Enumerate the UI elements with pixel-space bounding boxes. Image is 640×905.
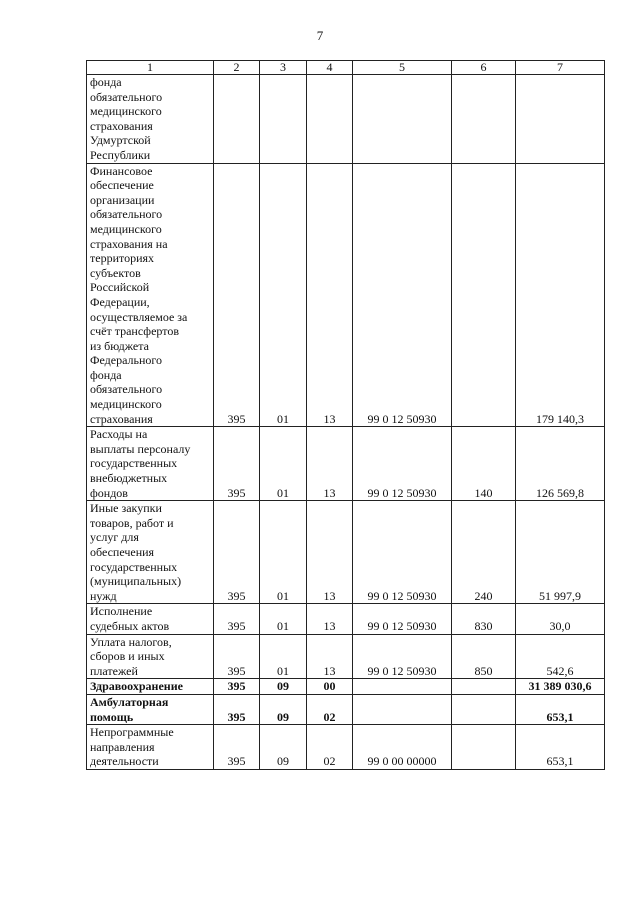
target-article-cell: 99 0 12 50930 xyxy=(353,163,452,427)
target-article-cell: 99 0 12 50930 xyxy=(353,634,452,679)
amount-cell: 51 997,9 xyxy=(516,501,605,604)
subsection-code-cell: 13 xyxy=(307,163,353,427)
section-code-cell: 01 xyxy=(260,634,307,679)
table-row xyxy=(87,725,605,770)
ministry-code-cell: 395 xyxy=(214,679,260,695)
subsection-code-cell: 02 xyxy=(307,725,353,770)
column-header: 3 xyxy=(260,61,307,75)
target-article-cell xyxy=(353,694,452,724)
subsection-code-cell xyxy=(307,75,353,164)
ministry-code-cell: 395 xyxy=(214,501,260,604)
amount-cell: 179 140,3 xyxy=(516,163,605,427)
row-name-cell: Финансовое обеспечение организации обязательного медицинского страхования на территориях субъектов Российской Федерации, осуществляемое за счёт трансфертов из бюджета Федерального фонда обязательного медицинского страхования xyxy=(87,163,214,427)
section-code-cell: 09 xyxy=(260,725,307,770)
row-name-cell: Непрограммные направления деятельности xyxy=(87,725,214,770)
section-code-cell xyxy=(260,75,307,164)
ministry-code-cell xyxy=(214,75,260,164)
target-article-cell: 99 0 12 50930 xyxy=(353,501,452,604)
row-name-cell: Расходы на выплаты персоналу государственных внебюджетных фондов xyxy=(87,427,214,501)
table-row xyxy=(87,634,605,679)
column-header: 5 xyxy=(353,61,452,75)
amount-cell: 126 569,8 xyxy=(516,427,605,501)
amount-cell: 31 389 030,6 xyxy=(516,679,605,695)
target-article-cell: 99 0 12 50930 xyxy=(353,427,452,501)
target-article-cell: 99 0 12 50930 xyxy=(353,604,452,634)
ministry-code-cell: 395 xyxy=(214,163,260,427)
row-name-cell: Амбулаторная помощь xyxy=(87,694,214,724)
expense-type-cell xyxy=(452,75,516,164)
amount-cell: 30,0 xyxy=(516,604,605,634)
ministry-code-cell: 395 xyxy=(214,694,260,724)
section-code-cell: 09 xyxy=(260,694,307,724)
target-article-cell xyxy=(353,75,452,164)
amount-cell xyxy=(516,75,605,164)
target-article-cell: 99 0 00 00000 xyxy=(353,725,452,770)
section-code-cell: 01 xyxy=(260,163,307,427)
column-header: 7 xyxy=(516,61,605,75)
budget-table xyxy=(86,60,605,770)
expense-type-cell xyxy=(452,679,516,695)
amount-cell: 542,6 xyxy=(516,634,605,679)
page-number: 7 xyxy=(316,28,324,43)
expense-type-cell: 830 xyxy=(452,604,516,634)
table-body xyxy=(87,75,605,770)
amount-cell: 653,1 xyxy=(516,694,605,724)
table-row xyxy=(87,679,605,695)
expense-type-cell: 850 xyxy=(452,634,516,679)
table-row xyxy=(87,75,605,164)
row-name-cell: Здравоохранение xyxy=(87,679,214,695)
row-name-cell: Уплата налогов, сборов и иных платежей xyxy=(87,634,214,679)
subsection-code-cell: 00 xyxy=(307,679,353,695)
section-code-cell: 01 xyxy=(260,501,307,604)
subsection-code-cell: 13 xyxy=(307,501,353,604)
table-row xyxy=(87,163,605,427)
expense-type-cell xyxy=(452,725,516,770)
expense-type-cell: 140 xyxy=(452,427,516,501)
ministry-code-cell: 395 xyxy=(214,634,260,679)
table-row xyxy=(87,501,605,604)
row-name-cell: Исполнение судебных актов xyxy=(87,604,214,634)
subsection-code-cell: 13 xyxy=(307,604,353,634)
expense-type-cell xyxy=(452,163,516,427)
column-header: 6 xyxy=(452,61,516,75)
table-row xyxy=(87,427,605,501)
section-code-cell: 01 xyxy=(260,427,307,501)
header-row xyxy=(87,61,605,75)
expense-type-cell xyxy=(452,694,516,724)
table-row xyxy=(87,694,605,724)
ministry-code-cell: 395 xyxy=(214,725,260,770)
column-header: 4 xyxy=(307,61,353,75)
column-header: 1 xyxy=(87,61,214,75)
ministry-code-cell: 395 xyxy=(214,604,260,634)
section-code-cell: 09 xyxy=(260,679,307,695)
table-row xyxy=(87,604,605,634)
subsection-code-cell: 13 xyxy=(307,427,353,501)
subsection-code-cell: 02 xyxy=(307,694,353,724)
amount-cell: 653,1 xyxy=(516,725,605,770)
expense-type-cell: 240 xyxy=(452,501,516,604)
ministry-code-cell: 395 xyxy=(214,427,260,501)
target-article-cell xyxy=(353,679,452,695)
section-code-cell: 01 xyxy=(260,604,307,634)
subsection-code-cell: 13 xyxy=(307,634,353,679)
row-name-cell: фонда обязательного медицинского страхования Удмуртской Республики xyxy=(87,75,214,164)
row-name-cell: Иные закупки товаров, работ и услуг для обеспечения государственных (муниципальных) нужд xyxy=(87,501,214,604)
column-header: 2 xyxy=(214,61,260,75)
